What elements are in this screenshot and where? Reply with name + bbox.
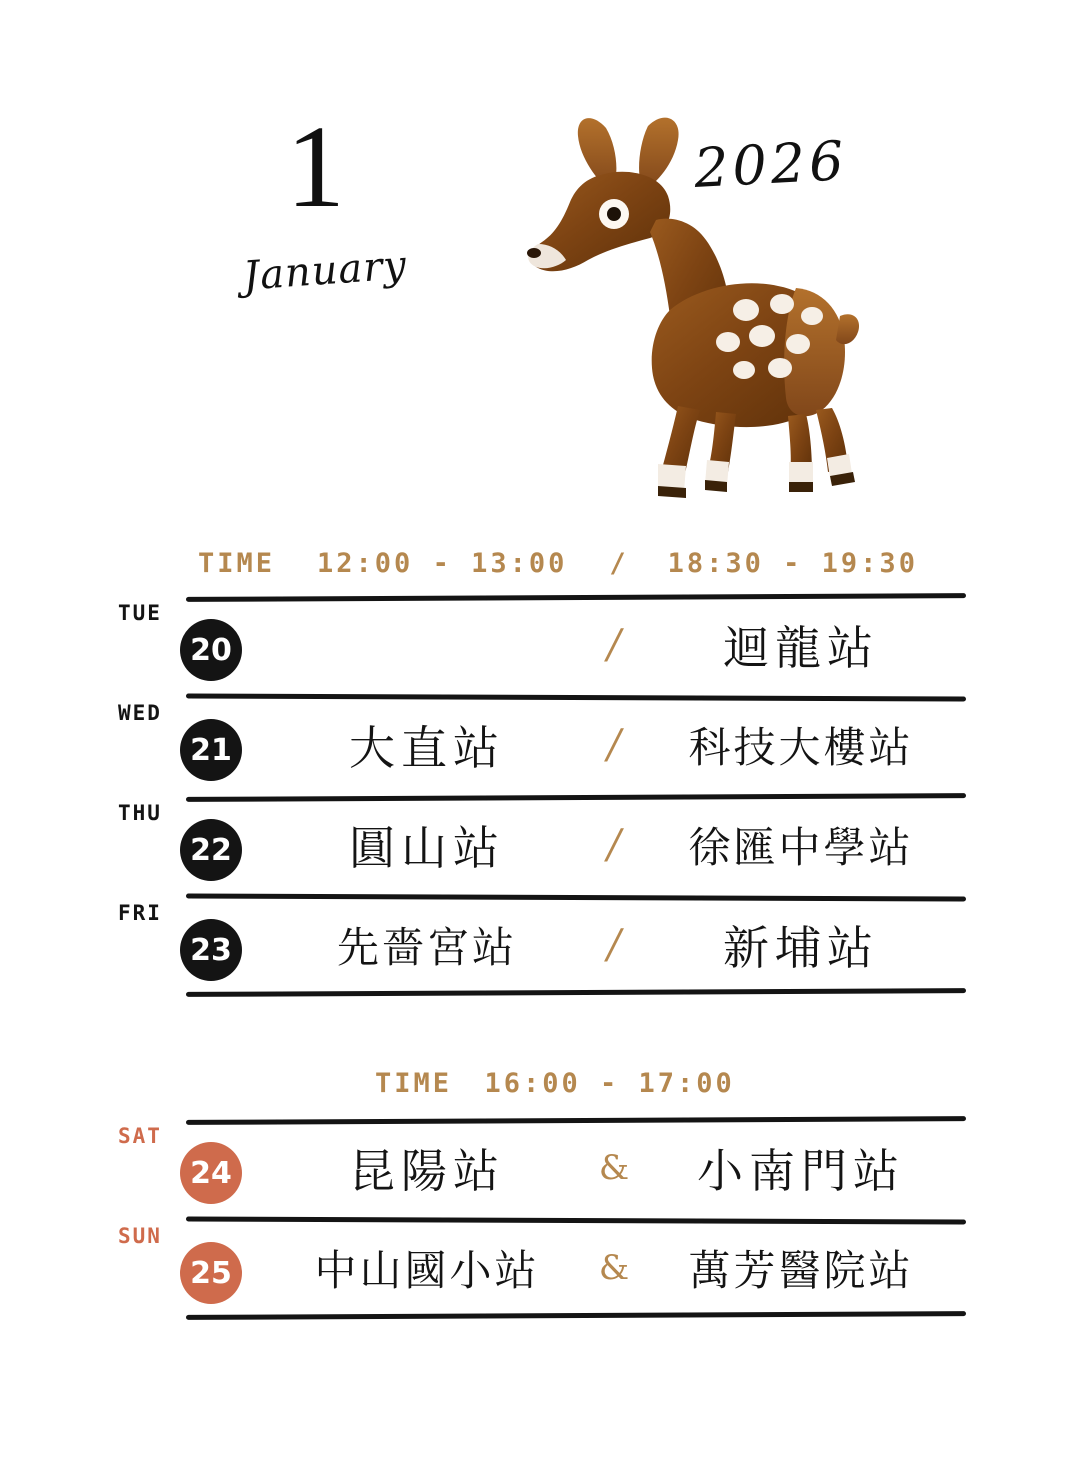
- entry-first: 圓山站: [349, 821, 505, 875]
- time-range-separator: /: [609, 548, 626, 579]
- month-name-label: January: [241, 242, 409, 300]
- date-badge: 23: [180, 919, 242, 981]
- entry-divider: /: [607, 722, 621, 768]
- entry-divider: /: [607, 822, 621, 868]
- table-row[interactable]: [118, 1218, 966, 1318]
- table-row[interactable]: [118, 895, 966, 995]
- page-title: 1: [286, 101, 343, 232]
- entry-first: 大直站: [349, 721, 505, 775]
- date-badge: 20: [180, 619, 242, 681]
- date-badge: 25: [180, 1242, 242, 1304]
- table-row[interactable]: [118, 795, 966, 895]
- entry-second: 新埔站: [723, 921, 879, 975]
- row-entries: [268, 895, 966, 995]
- entry-second: 徐匯中學站: [688, 823, 914, 872]
- deer-icon: [510, 110, 870, 510]
- entry-second: 迴龍站: [723, 621, 879, 675]
- row-entries: [268, 1218, 966, 1318]
- time-range-second: 18:30 - 19:30: [667, 548, 918, 579]
- date-badge: 24: [180, 1142, 242, 1204]
- schedule-section-weekdays: [118, 595, 966, 995]
- weekday-label: SAT: [118, 1124, 162, 1148]
- row-entries: [268, 795, 966, 895]
- time-heading-first-section: [198, 548, 918, 579]
- entry-first: 中山國小站: [314, 1246, 540, 1295]
- row-entries: [268, 595, 966, 695]
- weekday-label: WED: [118, 701, 162, 725]
- calendar-header: [0, 0, 1080, 520]
- entry-divider: /: [607, 922, 621, 968]
- table-row[interactable]: [118, 1118, 966, 1218]
- time-prefix-label: TIME: [198, 548, 276, 579]
- weekday-label: FRI: [118, 901, 162, 925]
- row-entries: [268, 1118, 966, 1218]
- table-row[interactable]: [118, 695, 966, 795]
- date-badge: 22: [180, 819, 242, 881]
- entry-divider: /: [607, 622, 621, 668]
- time-range-first: 12:00 - 13:00: [317, 548, 568, 579]
- time-prefix-label: TIME: [375, 1068, 453, 1099]
- entry-divider: &: [598, 1248, 630, 1288]
- weekday-label: THU: [118, 801, 162, 825]
- entry-first: 先嗇宮站: [336, 923, 517, 972]
- weekday-label: SUN: [118, 1224, 162, 1248]
- table-row[interactable]: [118, 595, 966, 695]
- time-heading-second-section: [375, 1068, 735, 1099]
- year-label: 2026: [692, 129, 849, 200]
- weekday-label: TUE: [118, 601, 162, 625]
- row-entries: [268, 695, 966, 795]
- date-badge: 21: [180, 719, 242, 781]
- entry-second: 小南門站: [697, 1144, 905, 1198]
- entry-second: 科技大樓站: [688, 723, 914, 772]
- schedule-section-weekend: [118, 1118, 966, 1318]
- entry-first: 昆陽站: [349, 1144, 505, 1198]
- entry-second: 萬芳醫院站: [688, 1246, 914, 1295]
- time-range-first: 16:00 - 17:00: [484, 1068, 735, 1099]
- entry-divider: &: [598, 1148, 630, 1188]
